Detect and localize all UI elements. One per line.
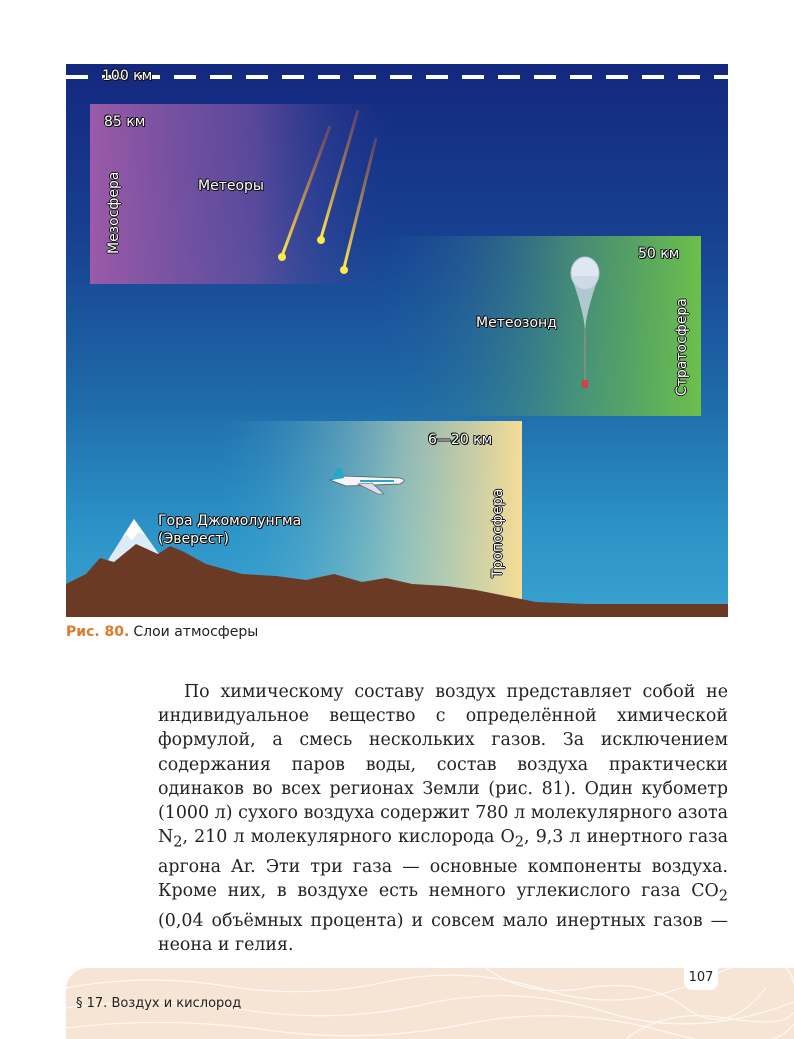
- body-paragraph: [158, 680, 728, 957]
- atmosphere-figure: [66, 64, 728, 617]
- label-everest-name: Гора Джомолунгма: [158, 513, 302, 529]
- label-stratosphere: Стратосфера: [674, 298, 690, 396]
- body-text-part: , 210 л молекулярного кислорода O: [182, 827, 515, 848]
- body-text-part: , 9,3 л инертного газа аргона Ar. Эти три газа — основные компоненты воздуха. Кроме них, в воздухе есть немного углекислого газа CO: [158, 827, 729, 902]
- figure-number: Рис. 80.: [66, 624, 130, 640]
- body-text-part: (0,04 объёмных процента) и совсем мало инертных газов — неона и гелия.: [158, 910, 728, 955]
- subscript: 2: [173, 834, 183, 851]
- page-number: 107: [684, 968, 718, 990]
- mesosphere-band: [90, 104, 390, 284]
- label-troposphere: Тропосфера: [490, 488, 506, 578]
- label-mesosphere: Мезосфера: [106, 171, 122, 254]
- footer-section-title: § 17. Воздух и кислород: [76, 996, 242, 1011]
- label-6-20km: 6—20 км: [428, 432, 493, 448]
- body-text-part: По химическому составу воздух представляет собой не индивидуальное вещество с определённой химической формулой, а смесь нескольких газов. За исключением содержания паров воды, состав воздуха практически одинаков во всех регионах Земли (рис. 81). Один кубометр (1000 л) сухого воздуха содержит 780 л молекулярного азота N: [158, 682, 728, 848]
- label-meteors: Метеоры: [198, 178, 264, 194]
- label-85km: 85 км: [104, 114, 146, 130]
- label-100km: 100 км: [102, 68, 153, 84]
- subscript: 2: [718, 888, 728, 905]
- figure-caption-text: Слои атмосферы: [133, 624, 259, 640]
- meteor: [340, 266, 348, 274]
- subscript: 2: [514, 834, 525, 851]
- label-everest-alt: (Эверест): [158, 531, 229, 547]
- meteor: [278, 253, 286, 261]
- meteor: [317, 236, 325, 244]
- figure-caption: [66, 624, 258, 640]
- label-50km: 50 км: [638, 246, 680, 262]
- label-radiosonde: Метеозонд: [476, 315, 557, 331]
